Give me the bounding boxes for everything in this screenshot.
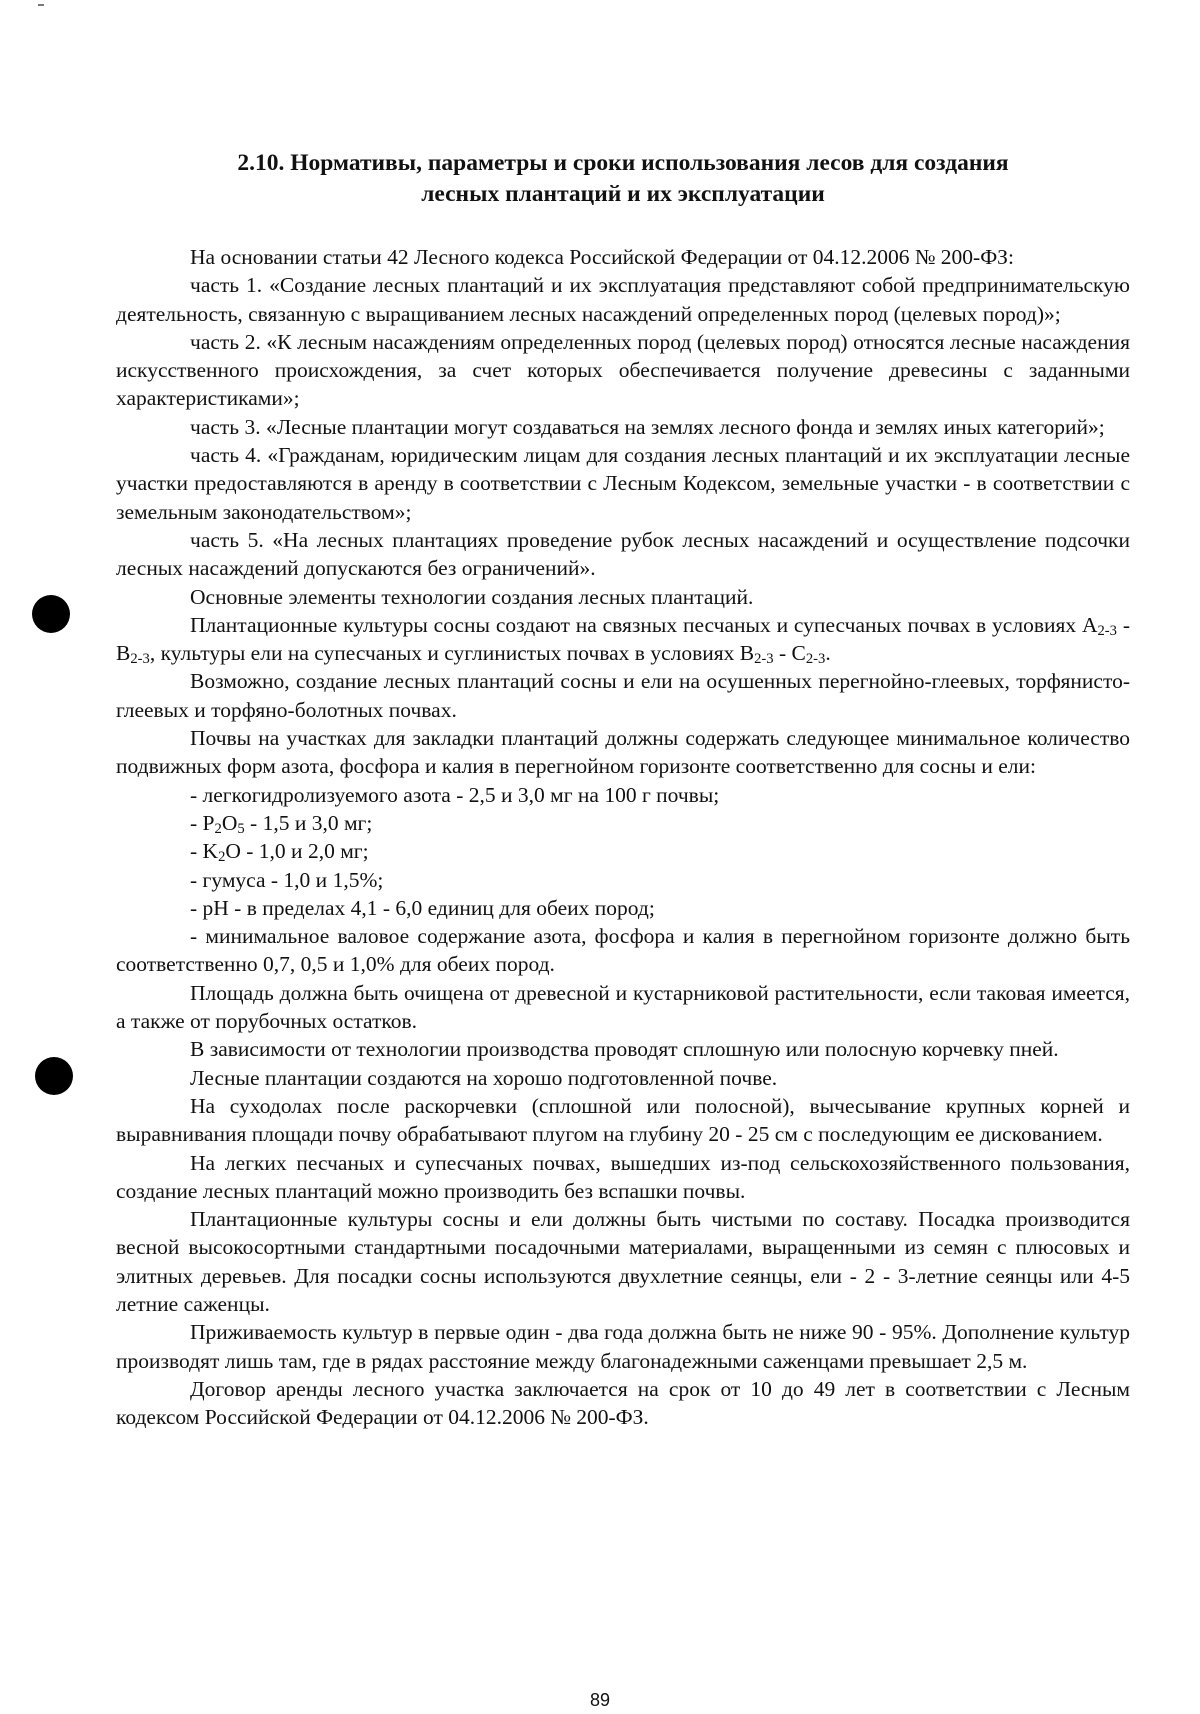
paragraph-dry-land-tillage: На суходолах после раскорчевки (сплошной или полосной), вычесывание крупных корней и выравнивания площади почву обрабатывают плугом на глубину 20 - 25 см с последующим ее дискованием. [116,1093,1130,1147]
list-item-ph: - pH - в пределах 4,1 - 6,0 единиц для обеих пород; [190,895,655,920]
text-run: Плантационные культуры сосны создают на связных песчаных и супесчаных почвах в условиях А [190,612,1098,637]
paragraph-part-5: часть 5. «На лесных плантациях проведение рубок лесных насаждений и осуществление подсочки лесных насаждений допускаются без ограничений». [116,527,1130,581]
list-item-k2o [116,837,1130,865]
page-number: 89 [589,1690,611,1710]
paragraph-part-3: часть 3. «Лесные плантации могут создаваться на землях лесного фонда и землях иных категорий»; [190,414,1105,439]
punch-hole-bottom [35,1057,73,1095]
paragraph-survival-rate: Приживаемость культур в первые один - два года должна быть не ниже 90 - 95%. Дополнение культур производят лишь там, где в рядах расстояние между благонадежными саженцами превышает 2,5 м. [116,1320,1130,1373]
list-item-p2o5 [116,809,1130,837]
paragraph-stump-removal: В зависимости от технологии производства проводят сплошную или полосную корчевку пней. [190,1037,1059,1062]
paragraph-planting-material: Плантационные культуры сосны и ели должны быть чистыми по составу. Посадка производится весной высокосортными стандартными посадочными материалами, выращенными из семян с плюсовых и элитных деревьев. Для посадки сосны используются двухлетние сеянцы, ели - 2 - 3-летние сеянцы или 4-5 летние саженцы. [116,1207,1130,1316]
paragraph-light-soils: На легких песчаных и супесчаных почвах, вышедших из-под сельскохозяйственного пользования, создание лесных плантаций можно производить без вспашки почвы. [116,1150,1130,1203]
subscript: 2-3 [754,651,774,668]
paragraph-drained-soils: Возможно, создание лесных плантаций сосны и ели на осушенных перегнойно-глеевых, торфянисто-глеевых и торфяно-болотных почвах. [116,669,1130,722]
list-item-nitrogen: - легкогидролизуемого азота - 2,5 и 3,0 мг на 100 г почвы; [190,782,720,807]
subscript: 2-3 [130,651,150,668]
subscript: 2 [214,821,222,838]
paragraph-gross-content: - минимальное валовое содержание азота, фосфора и калия в перегнойном горизонте должно быть соответственно 0,7, 0,5 и 1,0% для обеих пород. [116,924,1130,977]
scan-speck [38,4,44,6]
paragraph-part-2: часть 2. «К лесным насаждениям определенных пород (целевых пород) относятся лесные насаждения искусственного происхождения, за счет которых обеспечивается получение древесины с заданными характеристиками»; [116,329,1130,411]
paragraph-technology-heading: Основные элементы технологии создания лесных плантаций. [190,584,754,609]
text-run: - K [190,839,219,864]
subscript: 2-3 [1097,623,1117,640]
text-run: - 1,5 и 3,0 мг; [244,810,373,835]
document-body [116,148,1130,1431]
section-title-line-1: 2.10. Нормативы, параметры и сроки использования лесов для создания [237,150,1009,176]
section-title [116,148,1130,210]
paragraph-soil-requirements: Почвы на участках для закладки плантаций должны содержать следующее минимальное количество подвижных форм азота, фосфора и калия в перегнойном горизонте соответственно для сосны и ели: [116,726,1130,779]
paragraph-plantation-conditions [116,611,1130,668]
subscript: 2-3 [805,651,826,668]
punch-hole-top [32,595,70,633]
paragraph-part-4: часть 4. «Гражданам, юридическим лицам для создания лесных плантаций и их эксплуатации лесные участки предоставляются в аренду в соответствии с Лесным Кодексом, земельные участки - в соответствии с земельным законодательством»; [116,443,1130,524]
paragraph-prepared-soil: Лесные плантации создаются на хорошо подготовленной почве. [190,1065,778,1090]
text-run: - С [773,641,806,666]
text-run: O [221,810,238,835]
paragraph-lease-term: Договор аренды лесного участка заключается на срок от 10 до 49 лет в соответствии с Лесным кодексом Российской Федерации от 04.12.2006 № 200-ФЗ. [116,1376,1130,1430]
subscript: 5 [237,821,245,838]
paragraph-part-1: часть 1. «Создание лесных плантаций и их эксплуатация представляют собой предпринимательскую деятельность, связанную с выращиванием лесных насаждений определенных пород (целевых пород)»; [116,273,1130,326]
text-run: - В [116,612,1130,666]
text-run: . [825,641,831,666]
subscript: 2 [218,849,226,866]
paragraph-basis: На основании статьи 42 Лесного кодекса Российской Федерации от 04.12.2006 № 200-ФЗ: [190,245,1014,269]
section-title-line-2: лесных плантаций и их эксплуатации [421,181,825,207]
text-run: , культуры ели на супесчаных и суглинистых почвах в условиях В [149,641,755,666]
text-run: O - 1,0 и 2,0 мг; [225,839,369,864]
text-run: - P [190,810,215,835]
paragraph-site-clearing: Площадь должна быть очищена от древесной и кустарниковой растительности, если таковая имеется, а также от порубочных остатков. [116,980,1130,1034]
list-item-humus: - гумуса - 1,0 и 1,5%; [190,867,384,892]
soil-requirements-list [116,781,1130,922]
